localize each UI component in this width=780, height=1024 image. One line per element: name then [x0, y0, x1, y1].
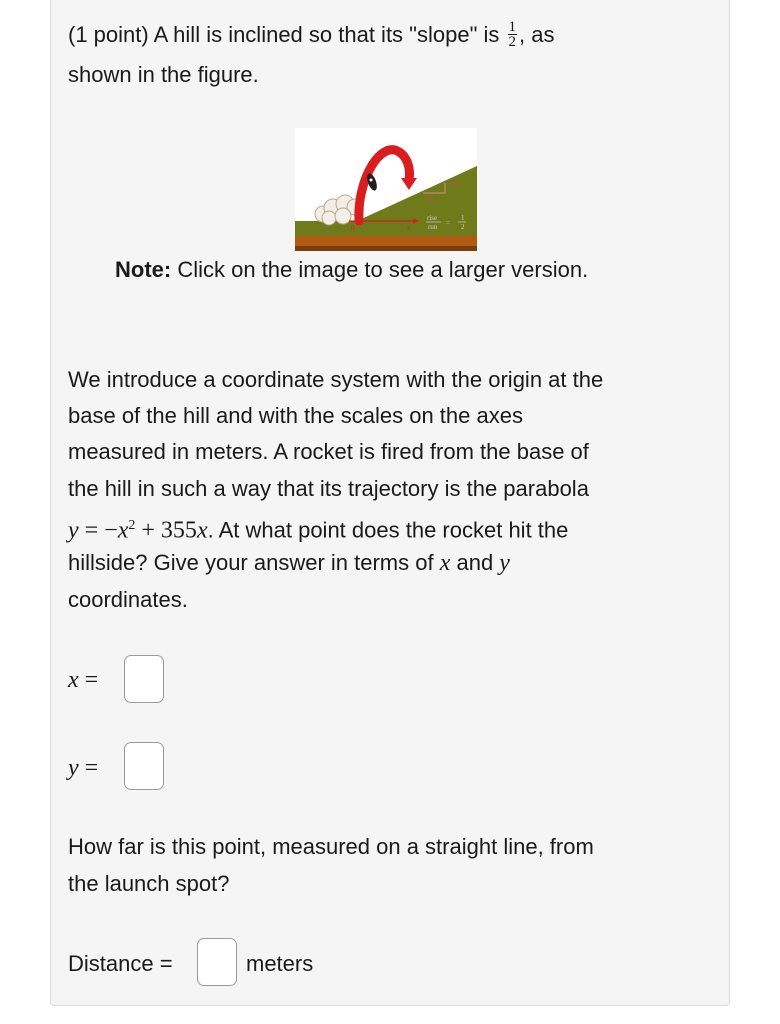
- question2-line-1: How far is this point, measured on a straight line, from: [68, 834, 594, 859]
- distance-unit: meters: [246, 951, 314, 976]
- frac-eq-label: =: [446, 219, 450, 227]
- paragraph-line-5: [68, 508, 568, 549]
- line6-y: y: [499, 550, 510, 576]
- x-answer-label: [68, 662, 98, 699]
- eq-plus: + 355: [135, 517, 197, 544]
- distance-input[interactable]: [197, 938, 237, 986]
- note-text: Click on the image to see a larger version.: [171, 257, 589, 282]
- frac-run-label: run: [428, 223, 438, 231]
- question2-line-2: the launch spot?: [68, 871, 230, 896]
- x-answer-input[interactable]: [124, 655, 164, 703]
- intro-suffix: , as: [519, 22, 555, 47]
- x-eq: =: [78, 667, 99, 693]
- frac-num-label: 1: [461, 214, 465, 222]
- paragraph-line-7: coordinates.: [68, 587, 188, 612]
- eq-exponent: 2: [128, 518, 136, 533]
- paragraph-line-2: base of the hill and with the scales on the axes: [68, 403, 523, 428]
- slope-denominator: 2: [508, 33, 517, 50]
- y-answer-input[interactable]: [124, 742, 164, 790]
- x-axis-label: x: [407, 224, 411, 232]
- line6-x: x: [439, 550, 451, 576]
- eq-x: x: [117, 517, 129, 544]
- slope-numerator: 1: [508, 18, 517, 35]
- rise-label: rise: [450, 180, 460, 187]
- paragraph-line-6: [68, 545, 510, 582]
- paragraph-line-4: the hill in such a way that its trajectory is the parabola: [68, 476, 589, 501]
- y-eq: =: [78, 755, 99, 781]
- intro-text: (1 point) A hill is inclined so that its "slope" is: [68, 22, 500, 47]
- hill-figure[interactable]: [295, 128, 477, 251]
- line6-b: and: [450, 550, 500, 575]
- y-answer-label: [68, 750, 98, 787]
- paragraph-line-5-tail: . At what point does the rocket hit the: [207, 517, 569, 543]
- frac-den-label: 2: [461, 223, 465, 231]
- intro-line-2: shown in the figure.: [68, 62, 259, 87]
- eq-y: y: [68, 517, 79, 544]
- paragraph-line-3: measured in meters. A rocket is fired from the base of: [68, 439, 589, 464]
- x-var: x: [68, 667, 79, 693]
- distance-label: Distance =: [68, 951, 173, 976]
- eq-x2: x: [196, 517, 208, 544]
- y-var: y: [68, 755, 79, 781]
- paragraph-line-1: We introduce a coordinate system with the origin at the: [68, 367, 604, 392]
- eq-minus: = −: [78, 517, 118, 544]
- line6-a: hillside? Give your answer in terms of: [68, 550, 440, 575]
- note-bold: Note:: [115, 257, 172, 282]
- problem-intro-line: [68, 17, 554, 54]
- hill-figure-svg: [295, 128, 477, 251]
- slope-fraction: [508, 20, 518, 49]
- run-label: run: [425, 195, 434, 202]
- frac-rise-label: rise: [427, 214, 438, 222]
- origin-label: 0: [351, 224, 355, 232]
- note-line: [115, 252, 588, 289]
